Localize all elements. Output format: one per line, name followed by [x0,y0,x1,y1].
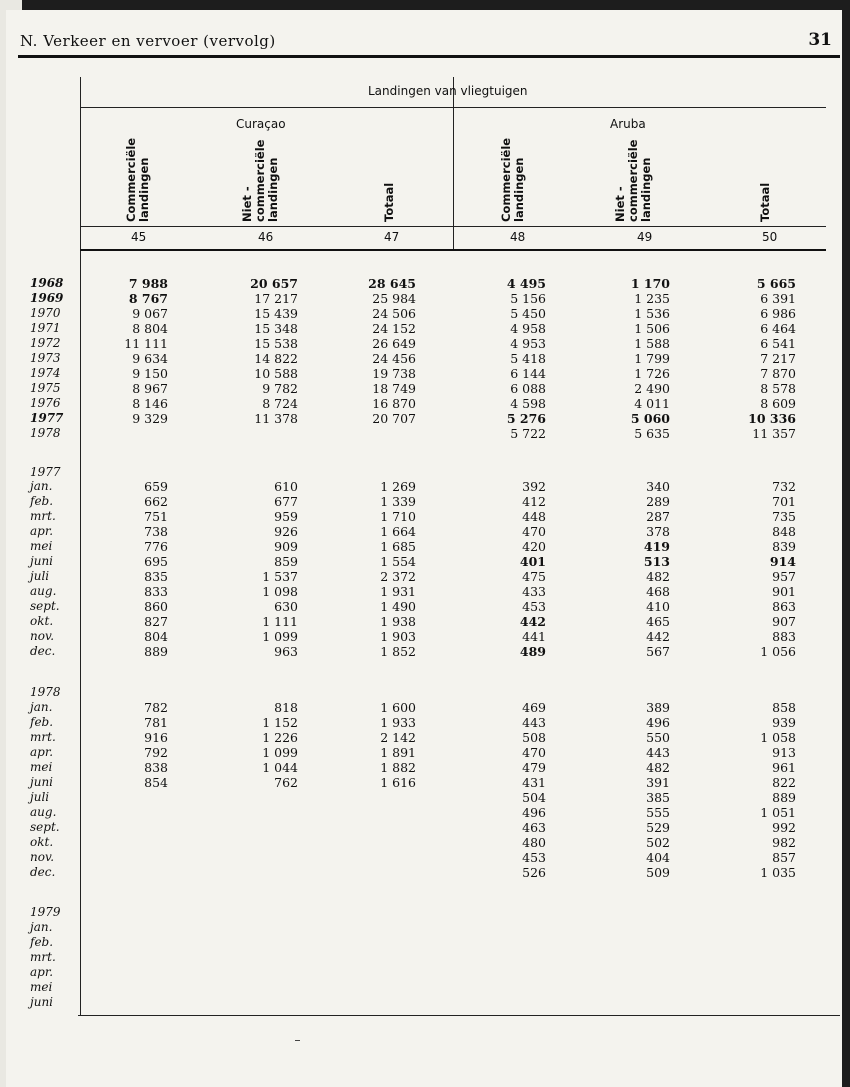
table-cell: 1 339 [380,494,416,509]
column-number-rule [80,249,826,251]
row-label: sept. [30,820,60,834]
table-cell: 9 150 [132,366,168,381]
table-cell: 776 [144,539,168,554]
table-cell: 860 [144,599,168,614]
table-cell: 1 536 [634,306,670,321]
table-cell: 442 [646,629,670,644]
table-cell: 448 [522,509,546,524]
table-cell: 2 372 [380,569,416,584]
table-cell: 1 235 [634,291,670,306]
table-cell: 827 [144,614,168,629]
table-cell: 916 [144,730,168,745]
table-cell: 469 [522,700,546,715]
table-cell: 6 986 [760,306,796,321]
table-cell: 1 051 [760,805,796,820]
table-cell: 28 645 [368,276,416,291]
table-cell: 610 [274,479,298,494]
group-title: Landingen van vliegtuigen [368,84,528,98]
table-cell: 9 067 [132,306,168,321]
column-number: 50 [762,230,778,244]
table-cell: 6 464 [760,321,796,336]
row-label: mrt. [30,509,56,523]
column-header: Totaal [758,182,772,222]
block-year-label: 1977 [30,465,61,479]
table-cell: 701 [772,494,796,509]
table-cell: 475 [522,569,546,584]
table-cell: 482 [646,569,670,584]
table-cell: 8 767 [128,291,168,306]
table-cell: 883 [772,629,796,644]
table-cell: 961 [772,760,796,775]
table-cell: 11 378 [254,411,298,426]
row-label: 1971 [30,321,61,335]
table-cell: 1 726 [634,366,670,381]
table-cell: 907 [772,614,796,629]
row-label: mrt. [30,950,56,964]
table-cell: 914 [769,554,796,569]
table-cell: 889 [144,644,168,659]
table-cell: 5 156 [510,291,546,306]
table-cell: 9 329 [132,411,168,426]
table-cell: 14 822 [254,351,298,366]
table-cell: 2 142 [380,730,416,745]
table-cell: 7 870 [760,366,796,381]
table-cell: 1 685 [380,539,416,554]
table-cell: 5 418 [510,351,546,366]
table-cell: 1 269 [380,479,416,494]
table-cell: 818 [274,700,298,715]
page-number: 31 [808,30,832,50]
table-cell: 1 537 [262,569,298,584]
row-label: 1973 [30,351,61,365]
table-cell: 1 882 [380,760,416,775]
table-cell: 909 [274,539,298,554]
table-cell: 1 226 [262,730,298,745]
table-cell: 419 [643,539,670,554]
table-cell: 24 152 [372,321,416,336]
table-cell: 804 [144,629,168,644]
table-cell: 992 [772,820,796,835]
table-cell: 441 [522,629,546,644]
table-cell: 4 953 [510,336,546,351]
table-cell: 782 [144,700,168,715]
table-cell: 1 600 [380,700,416,715]
table-cell: 433 [522,584,546,599]
table-cell: 839 [772,539,796,554]
table-cell: 859 [274,554,298,569]
table-cell: 443 [522,715,546,730]
table-cell: 5 665 [756,276,796,291]
table-cell: 858 [772,700,796,715]
table-cell: 6 088 [510,381,546,396]
table-cell: 889 [772,790,796,805]
table-cell: 1 035 [760,865,796,880]
column-number: 48 [510,230,526,244]
table-cell: 6 541 [760,336,796,351]
table-cell: 470 [522,524,546,539]
table-cell: 465 [646,614,670,629]
table-cell: 659 [144,479,168,494]
table-cell: 959 [274,509,298,524]
table-cell: 378 [646,524,670,539]
table-cell: 17 217 [254,291,298,306]
table-cell: 6 144 [510,366,546,381]
row-label: 1978 [30,426,61,440]
row-label: 1970 [30,306,61,320]
table-cell: 4 495 [506,276,546,291]
row-label: aug. [30,584,57,598]
table-cell: 16 870 [372,396,416,411]
table-cell: 963 [274,644,298,659]
table-cell: 901 [772,584,796,599]
table-cell: 762 [274,775,298,790]
table-cell: 1 056 [760,644,796,659]
table-cell: 957 [772,569,796,584]
row-label: apr. [30,965,54,979]
table-cell: 479 [522,760,546,775]
row-label: sept. [30,599,60,613]
table-cell: 340 [646,479,670,494]
table-cell: 482 [646,760,670,775]
row-label: mrt. [30,730,56,744]
table-cell: 2 490 [634,381,670,396]
table-cell: 25 984 [372,291,416,306]
table-cell: 15 439 [254,306,298,321]
table-cell: 5 722 [510,426,546,441]
table-cell: 470 [522,745,546,760]
table-cell: 838 [144,760,168,775]
table-cell: 822 [772,775,796,790]
row-label: juni [30,554,54,568]
island-aruba: Aruba [610,117,646,131]
table-cell: 1 852 [380,644,416,659]
row-label: 1975 [30,381,61,395]
table-cell: 1 152 [262,715,298,730]
column-header-rule [80,226,826,227]
row-label: nov. [30,629,55,643]
table-cell: 420 [522,539,546,554]
table-cell: 857 [772,850,796,865]
table-cell: 4 958 [510,321,546,336]
table-cell: 26 649 [372,336,416,351]
table-cell: 863 [772,599,796,614]
table-cell: 848 [772,524,796,539]
table-cell: 9 782 [262,381,298,396]
footer-dash [295,1040,300,1041]
table-cell: 555 [646,805,670,820]
table-cell: 1 554 [380,554,416,569]
table-cell: 1 710 [380,509,416,524]
table-cell: 496 [646,715,670,730]
table-cell: 1 664 [380,524,416,539]
row-label: mei [30,980,53,994]
table-cell: 10 588 [254,366,298,381]
table-cell: 1 044 [262,760,298,775]
row-label: jan. [30,920,53,934]
column-number: 47 [384,230,400,244]
table-cell: 404 [646,850,670,865]
table-cell: 496 [522,805,546,820]
table-cell: 410 [646,599,670,614]
table-cell: 412 [522,494,546,509]
table-cell: 8 967 [132,381,168,396]
block-year-label: 1979 [30,905,61,919]
table-cell: 24 506 [372,306,416,321]
column-header: Commerciële landingen [499,137,526,222]
table-bottom-rule [78,1015,840,1016]
table-cell: 1 099 [262,629,298,644]
table-cell: 513 [643,554,670,569]
table-cell: 392 [522,479,546,494]
table-cell: 463 [522,820,546,835]
row-label: jan. [30,700,53,714]
table-cell: 630 [274,599,298,614]
table-cell: 509 [646,865,670,880]
table-cell: 508 [522,730,546,745]
table-cell: 939 [772,715,796,730]
table-cell: 385 [646,790,670,805]
column-header: Niet - commerciële landingen [613,139,653,222]
table-cell: 5 060 [630,411,670,426]
table-cell: 453 [522,850,546,865]
table-cell: 20 707 [372,411,416,426]
block-year-label: 1978 [30,685,61,699]
column-number: 46 [258,230,274,244]
row-label: apr. [30,524,54,538]
table-cell: 8 578 [760,381,796,396]
row-label: juli [30,790,50,804]
table-cell: 550 [646,730,670,745]
column-header: Niet - commerciële landingen [240,139,280,222]
row-label: feb. [30,935,54,949]
table-cell: 8 804 [132,321,168,336]
group-header-rule [80,107,826,108]
table-cell: 24 456 [372,351,416,366]
row-label: 1969 [30,291,64,305]
table-cell: 6 391 [760,291,796,306]
table-cell: 431 [522,775,546,790]
table-cell: 7 217 [760,351,796,366]
table-cell: 287 [646,509,670,524]
table-cell: 1 111 [262,614,298,629]
table-cell: 913 [772,745,796,760]
table-cell: 20 657 [250,276,298,291]
column-number: 45 [131,230,147,244]
table-cell: 15 538 [254,336,298,351]
table-cell: 835 [144,569,168,584]
table-cell: 453 [522,599,546,614]
table-cell: 1 490 [380,599,416,614]
island-divider [453,77,454,251]
table-cell: 1 938 [380,614,416,629]
row-label: 1977 [30,411,64,425]
table-cell: 502 [646,835,670,850]
row-label: dec. [30,865,56,879]
table-cell: 751 [144,509,168,524]
table-cell: 854 [144,775,168,790]
table-cell: 1 891 [380,745,416,760]
table-cell: 781 [144,715,168,730]
row-label: juni [30,995,54,1009]
table-cell: 9 634 [132,351,168,366]
table-cell: 833 [144,584,168,599]
table-cell: 15 348 [254,321,298,336]
table-cell: 4 011 [634,396,670,411]
row-label: feb. [30,494,54,508]
row-label: feb. [30,715,54,729]
table-cell: 11 357 [752,426,796,441]
table-cell: 289 [646,494,670,509]
table-cell: 738 [144,524,168,539]
table-cell: 443 [646,745,670,760]
row-label: 1968 [30,276,64,290]
table-cell: 18 749 [372,381,416,396]
section-title: N. Verkeer en vervoer (vervolg) [20,32,276,50]
table-cell: 1 931 [380,584,416,599]
table-cell: 401 [519,554,546,569]
header-rule [18,55,840,58]
table-cell: 489 [519,644,546,659]
table-cell: 1 506 [634,321,670,336]
table-cell: 480 [522,835,546,850]
table-cell: 792 [144,745,168,760]
table-cell: 732 [772,479,796,494]
table-cell: 926 [274,524,298,539]
table-cell: 526 [522,865,546,880]
row-label: nov. [30,850,55,864]
table-cell: 5 276 [506,411,546,426]
table-cell: 982 [772,835,796,850]
table-cell: 5 635 [634,426,670,441]
table-cell: 662 [144,494,168,509]
table-cell: 529 [646,820,670,835]
table-cell: 735 [772,509,796,524]
row-label: apr. [30,745,54,759]
table-cell: 11 111 [124,336,168,351]
island-curacao: Curaçao [236,117,286,131]
table-cell: 1 799 [634,351,670,366]
column-header: Commerciële landingen [124,137,151,222]
table-cell: 19 738 [372,366,416,381]
table-cell: 1 933 [380,715,416,730]
row-label: dec. [30,644,56,658]
table-cell: 1 616 [380,775,416,790]
table-cell: 1 170 [630,276,670,291]
table-cell: 391 [646,775,670,790]
table-cell: 8 146 [132,396,168,411]
table-cell: 1 903 [380,629,416,644]
table-cell: 4 598 [510,396,546,411]
row-label: mei [30,539,53,553]
table-cell: 442 [519,614,546,629]
row-label: juli [30,569,50,583]
table-cell: 1 058 [760,730,796,745]
row-label: aug. [30,805,57,819]
table-cell: 1 588 [634,336,670,351]
table-cell: 1 098 [262,584,298,599]
row-label: jan. [30,479,53,493]
column-number: 49 [637,230,653,244]
table-cell: 5 450 [510,306,546,321]
table-cell: 7 988 [128,276,168,291]
row-label: 1972 [30,336,61,350]
table-cell: 677 [274,494,298,509]
row-label: okt. [30,614,54,628]
table-cell: 504 [522,790,546,805]
table-cell: 10 336 [748,411,796,426]
table-cell: 567 [646,644,670,659]
row-label: juni [30,775,54,789]
table-cell: 1 099 [262,745,298,760]
column-header: Totaal [382,182,396,222]
table-cell: 8 609 [760,396,796,411]
row-label: 1976 [30,396,61,410]
row-label: 1974 [30,366,61,380]
table-left-border [80,77,81,1015]
table-cell: 468 [646,584,670,599]
table-cell: 389 [646,700,670,715]
row-label: mei [30,760,53,774]
row-label: okt. [30,835,54,849]
table-cell: 8 724 [262,396,298,411]
table-cell: 695 [144,554,168,569]
